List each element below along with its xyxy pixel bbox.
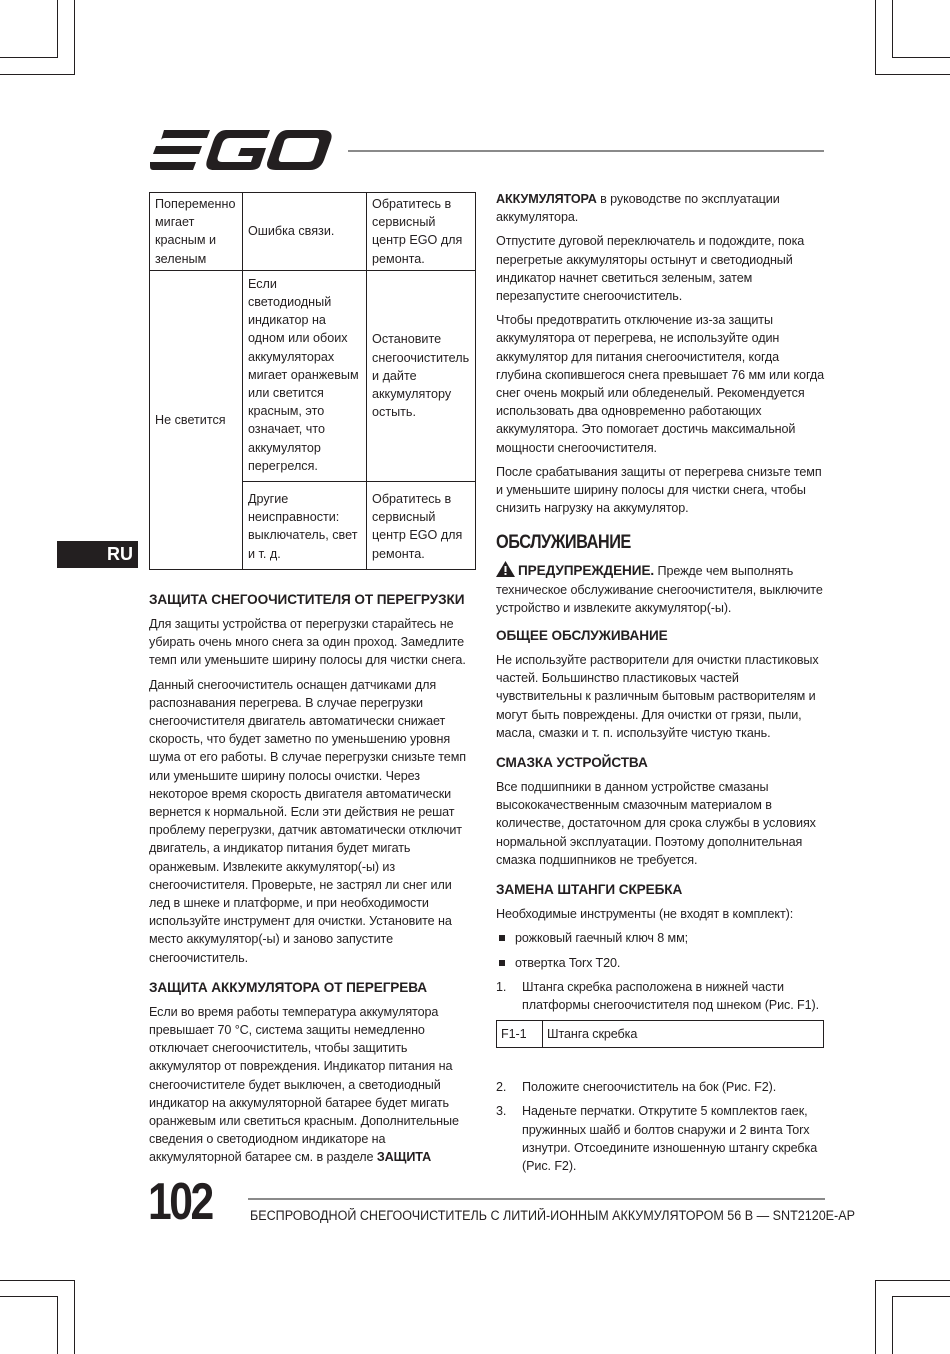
ego-logo [150, 128, 332, 172]
crop-mark [875, 0, 876, 74]
crop-mark [892, 0, 893, 58]
warning-text: Прежде чем выполнять техническое обслуживание снегоочистителя, выключите устройство и извлеките аккумулятор(-ы). [496, 564, 823, 615]
step-item [496, 1078, 826, 1096]
footer-title: БЕСПРОВОДНОЙ СНЕГООЧИСТИТЕЛЬ С ЛИТИЙ-ИОННЫМ АККУМУЛЯТОРОМ 56 В — SNT2120E-AP [250, 1208, 855, 1223]
table-cell: Ошибка связи. [242, 193, 366, 271]
table-cell: F1-1 [497, 1021, 543, 1048]
header-rule [348, 150, 824, 152]
paragraph: Не используйте растворители для очистки пластиковых частей. Большинство пластиковых частей чувствительны к различным бытовым растворителям и могут быть повреждены. Для очистки от грязи, пыли, масла, смазки и т. п. используйте чистую ткань. [496, 653, 819, 740]
table-cell: Обратитесь в сервисный центр EGO для ремонта. [367, 482, 476, 570]
right-column [496, 190, 826, 1181]
fault-table [149, 192, 476, 570]
bold-text: АККУМУЛЯТОРА [496, 192, 597, 206]
language-tab: RU [57, 541, 138, 568]
paragraph: Для защиты устройства от перегрузки старайтесь не убирать очень много снега за один проход. Замедлите темп или уменьшите ширину полосы для чистки снега. [149, 617, 466, 668]
crop-mark [0, 1280, 75, 1281]
crop-mark [892, 1296, 893, 1354]
step-number: 2. [496, 1080, 507, 1095]
crop-mark [892, 57, 950, 58]
step-number: 3. [496, 1104, 507, 1119]
footer-rule [248, 1198, 825, 1200]
figure-reference-table [496, 1020, 824, 1048]
paragraph: Отпустите дуговой переключатель и подождите, пока перегретые аккумуляторы остынут и светодиодный индикатор начнет светиться зеленым, затем перезапустите снегоочиститель. [496, 234, 805, 304]
table-cell: Попеременно мигает красным и зеленым [150, 193, 243, 271]
section-heading: ОБЩЕЕ ОБСЛУЖИВАНИЕ [496, 628, 668, 644]
paragraph: Чтобы предотвратить отключение из-за защиты аккумулятора от перегрева, не используйте один аккумулятор для питания снегоочистителя, когда глубина скопившегося снега превышает 76 мм или когда снег очень мокрый или обледенелый. Рекомендуется использовать два одновременно работающих аккумулятора. Это помогает достичь максимальной мощности снегоочистителя. [496, 313, 825, 455]
table-cell: Остановите снегоочиститель и дайте аккумулятору остыть. [367, 270, 476, 481]
crop-mark [74, 0, 75, 74]
crop-mark [892, 1296, 950, 1297]
crop-mark [875, 74, 950, 75]
paragraph-text: в руководстве по эксплуатации аккумулятора. [496, 192, 780, 225]
paragraph [496, 190, 826, 226]
crop-mark [875, 1280, 950, 1281]
paragraph: Все подшипники в данном устройстве смазаны высококачественным смазочным материалом в количестве, достаточном для срока службы в условиях нормальной эксплуатации. Поэтому дополнительная смазка подшипников не требуется. [496, 780, 816, 867]
table-cell: Штанга скребка [543, 1021, 824, 1048]
bullet-icon [499, 960, 505, 966]
warning-label: ПРЕДУПРЕЖДЕНИЕ. [518, 563, 655, 579]
paragraph-text: Если во время работы температура аккумулятора превышает 70 °C, система защиты немедленно отключает снегоочиститель, чтобы защитить аккумулятор от повреждения. Индикатор питания на снегоочистителе будет выключен, а светодиодный индикатор на аккумуляторной батарее будет мигать оранжевым или светиться красным. Дополнительные сведения о светодиодном индикаторе на аккумуляторной батарее см. в разделе [149, 1004, 459, 1165]
paragraph: После срабатывания защиты от перегрева снизьте темп и уменьшите ширину полосы для чистки снега, чтобы снизить нагрузку на аккумулятор. [496, 464, 822, 516]
crop-mark [74, 1280, 75, 1354]
warning-paragraph [496, 561, 826, 617]
step-item [496, 978, 826, 1014]
list-item [496, 929, 826, 947]
section-heading: СМАЗКА УСТРОЙСТВА [496, 755, 648, 771]
crop-mark [0, 1296, 58, 1297]
step-number: 1. [496, 979, 507, 994]
crop-mark [57, 1296, 58, 1354]
crop-mark [0, 57, 58, 58]
step-text: Положите снегоочиститель на бок (Рис. F2). [522, 1080, 777, 1095]
table-cell: Не светится [150, 270, 243, 569]
table-cell: Если светодиодный индикатор на одном или обоих аккумуляторах мигает оранжевым или светится красным, это означает, что аккумулятор перегрелся. [242, 270, 366, 481]
bold-text: ЗАЩИТА [376, 1150, 432, 1165]
table-row [150, 270, 476, 481]
section-heading: ЗАМЕНА ШТАНГИ СКРЕБКА [496, 882, 683, 898]
table-row [497, 1021, 824, 1048]
paragraph [149, 1003, 471, 1167]
section-heading: ЗАЩИТА АККУМУЛЯТОРА ОТ ПЕРЕГРЕВА [149, 979, 427, 995]
crop-mark [57, 0, 58, 58]
list-item [496, 954, 826, 972]
step-text: Штанга скребка расположена в нижней части платформы снегоочистителя под шнеком (Рис. F1). [522, 979, 820, 1012]
warning-icon [496, 561, 515, 577]
step-text: Наденьте перчатки. Открутите 5 комплектов гаек, пружинных шайб и болтов снаружи и 2 винта Torx изнутри. Отсоедините изношенную штангу скребка (Рис. F2). [522, 1104, 818, 1173]
list-item-text: отвертка Torx T20. [515, 955, 621, 970]
crop-mark [0, 74, 75, 75]
step-item [496, 1102, 826, 1175]
maintenance-heading: ОБСЛУЖИВАНИЕ [496, 532, 631, 554]
left-column [149, 591, 471, 1173]
list-item-text: рожковый гаечный ключ 8 мм; [515, 931, 689, 946]
table-row [150, 193, 476, 271]
crop-mark [875, 1280, 876, 1354]
paragraph: Данный снегоочиститель оснащен датчиками для распознавания перегрева. В случае перегрузки снегоочистителя двигатель автоматически снижает скорость, что будет заметно по уменьшению уровня шума от его работы. В случае перегрузки снизьте темп или уменьшите ширину полосы очистки. Через некоторое время скорость двигателя автоматически вернется к нормальной. Если эти действия не решат проблему перегрузки, датчик автоматически отключит двигатель, а индикатор питания будет мигать оранжевым. Извлеките аккумулятор(-ы) из снегоочистителя. Проверьте, не застрял ли снег или лед в шнеке и платформе, и при необходимости используйте инструмент для очистки. Установите на место аккумулятор(-ы) и заново запустите снегоочиститель. [149, 677, 466, 965]
bullet-icon [499, 935, 505, 941]
table-cell: Другие неисправности: выключатель, свет и т. д. [242, 482, 366, 570]
paragraph: Необходимые инструменты (не входят в комплект): [496, 907, 794, 922]
section-heading: ЗАЩИТА СНЕГООЧИСТИТЕЛЯ ОТ ПЕРЕГРУЗКИ [149, 592, 465, 607]
table-cell: Обратитесь в сервисный центр EGO для ремонта. [367, 193, 476, 271]
page-number: 102 [148, 1173, 212, 1231]
